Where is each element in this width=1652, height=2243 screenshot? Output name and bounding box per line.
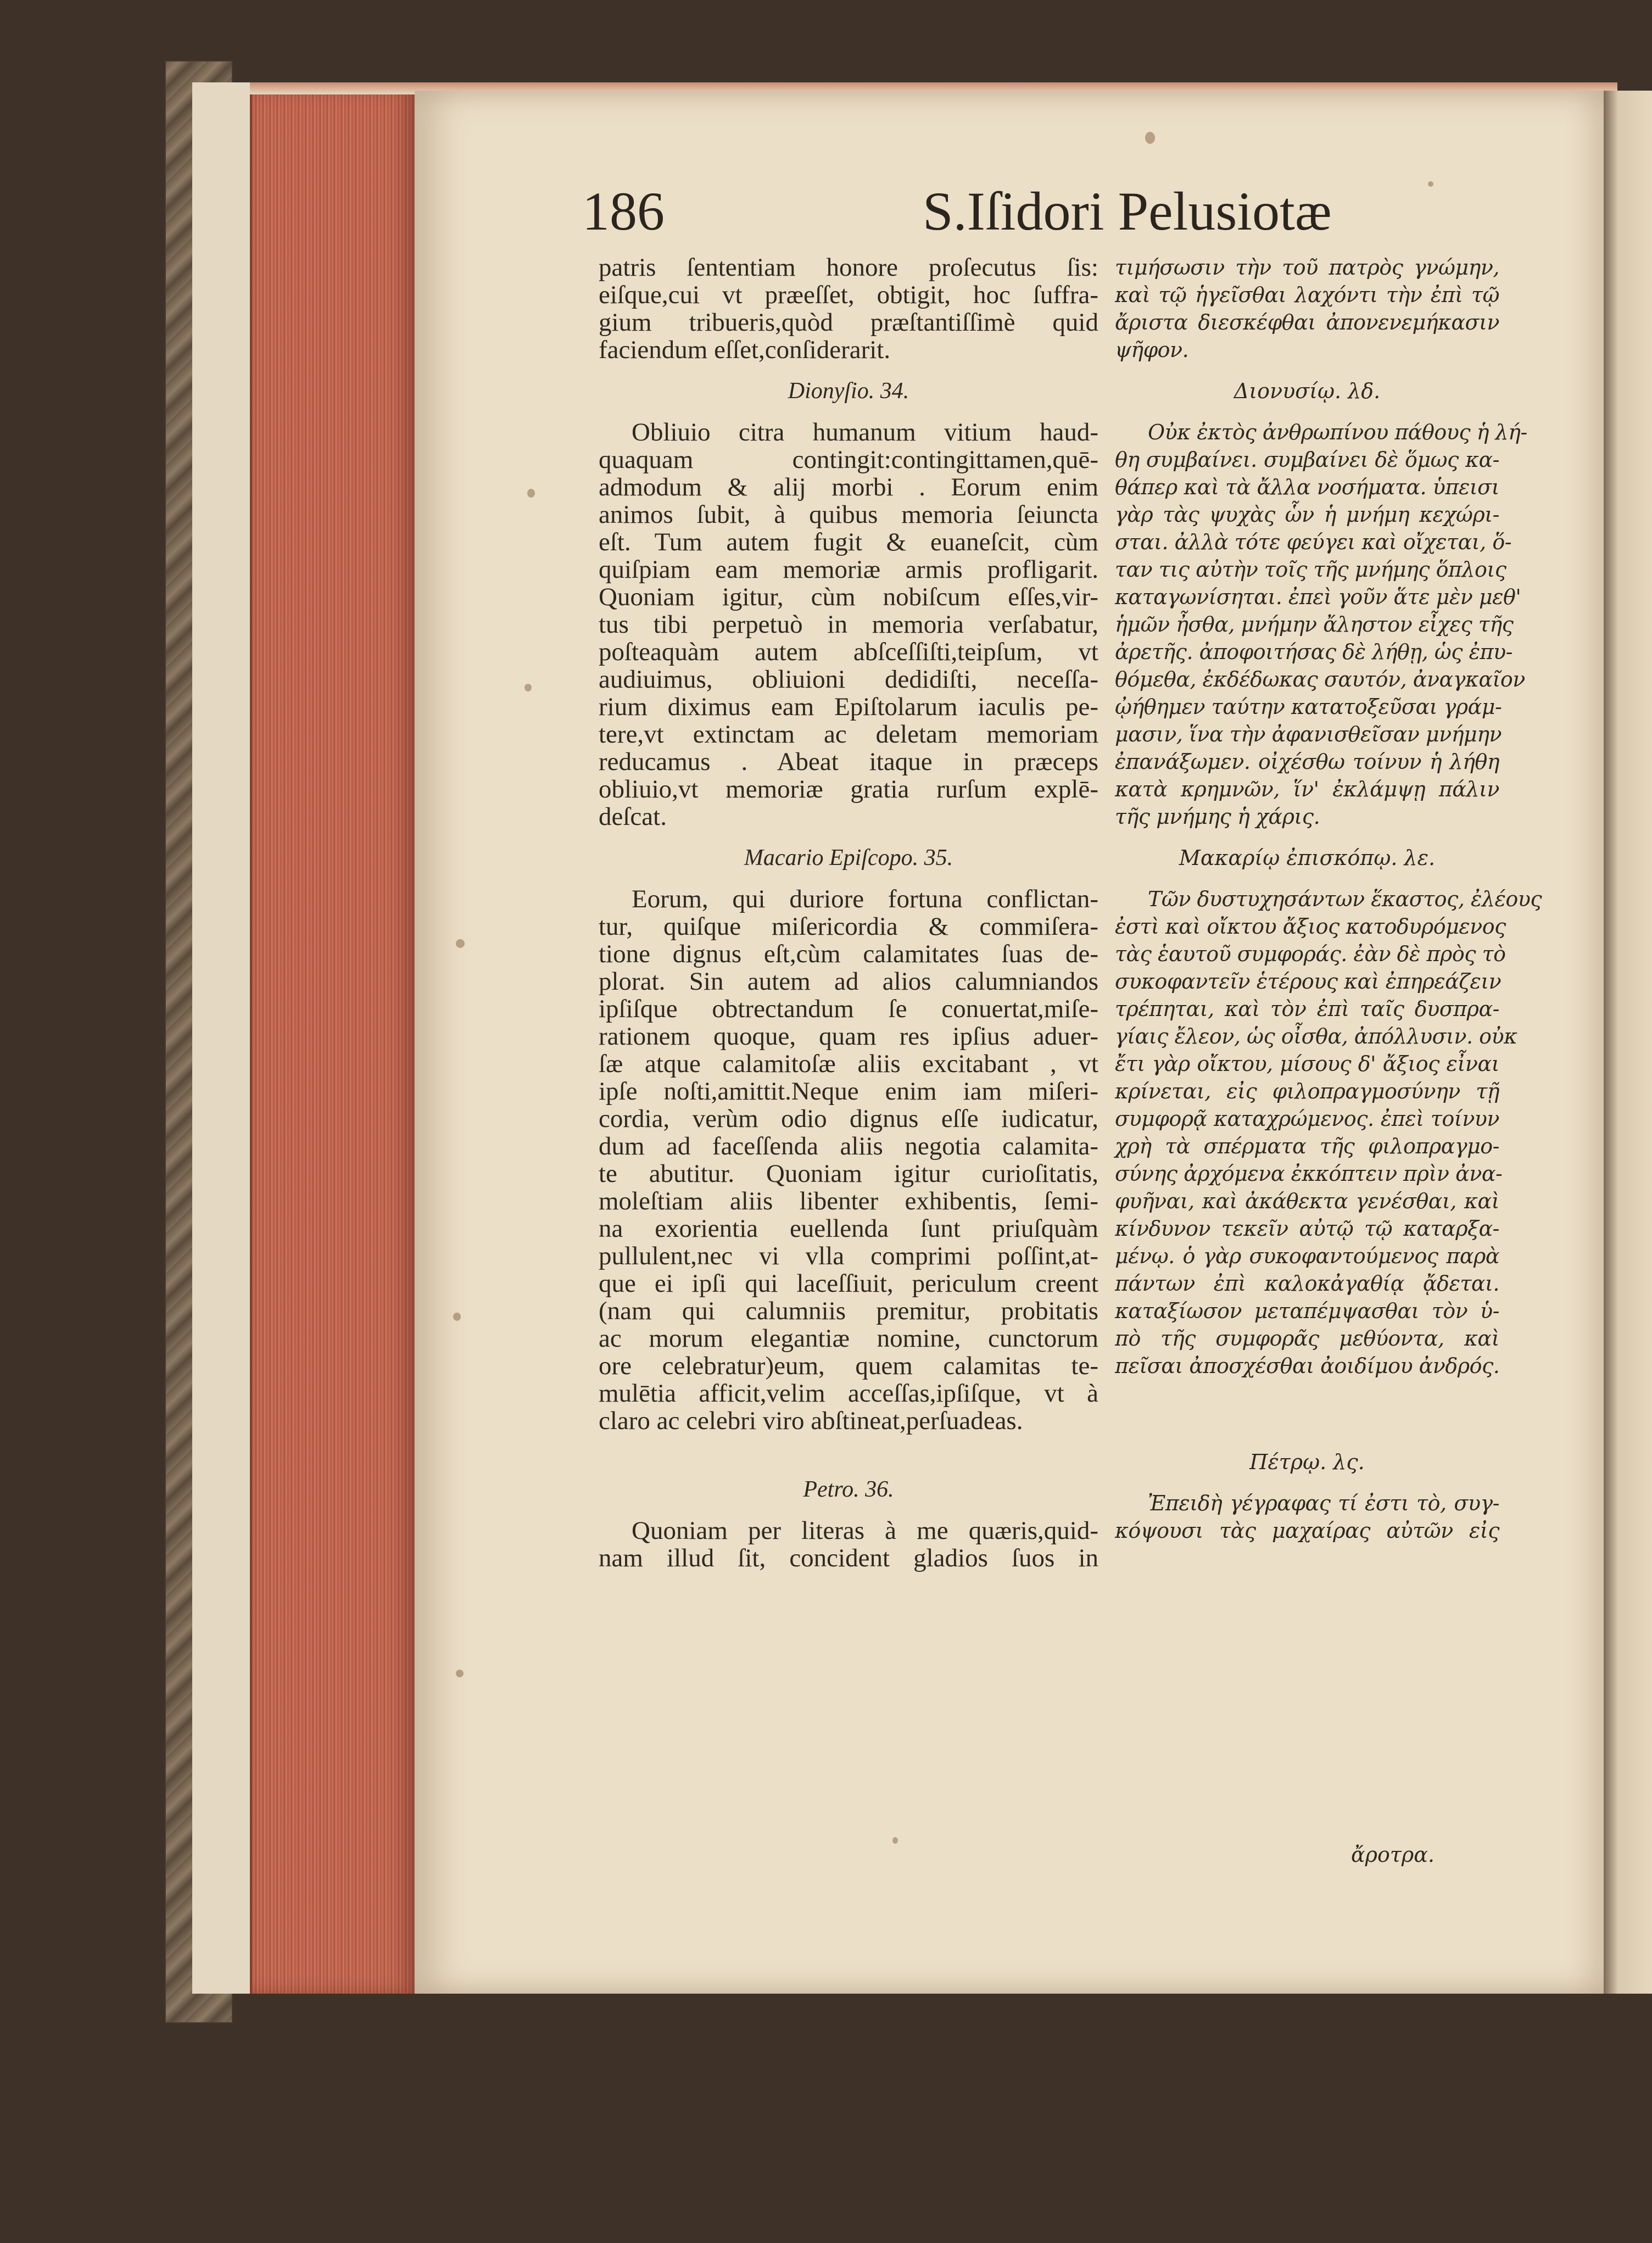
latin-text-line: poſteaquàm autem abſceſſiſti,teipſum, vt	[599, 638, 1098, 666]
latin-text-line: tione dignus eſt,cùm calamitates ſuas de-	[599, 940, 1098, 968]
greek-text-line: χρὴ τὰ σπέρματα τῆς φιλοπραγμο-	[1115, 1134, 1499, 1158]
greek-text-line: ἡμῶν ἦσθα, μνήμην ἄληστον εἶχες τῆς	[1115, 612, 1514, 637]
greek-text-line: ψῆφον.	[1115, 338, 1189, 362]
latin-text-line: gium tribueris,quòd præſtantiſſimè quid	[599, 308, 1098, 337]
latin-text-line: ipſe noſti,amittit.Neque enim iam miſeri-	[599, 1077, 1098, 1106]
foxing-spot	[892, 1837, 898, 1844]
latin-text-line: tur, quiſque miſericordia & commiſera-	[599, 912, 1098, 941]
latin-text-line: rationem quoque, quam res ipſius aduer-	[599, 1022, 1098, 1051]
latin-letter-heading: Macario Epiſcopo. 35.	[744, 845, 953, 871]
greek-text-line: σται. ἀλλὰ τότε φεύγει καὶ οἴχεται, ὅ-	[1115, 530, 1512, 554]
latin-text-line: ac morum elegantiæ nomine, cunctorum	[599, 1324, 1098, 1353]
greek-text-line: καταξίωσον μεταπέμψασθαι τὸν ὑ-	[1115, 1299, 1499, 1323]
greek-text-line: τῆς μνήμης ἡ χάρις.	[1115, 805, 1320, 829]
greek-text-line: ἐπανάξωμεν. οἰχέσθω τοίνυν ἡ λήθη	[1115, 750, 1499, 774]
greek-column	[1115, 254, 1542, 1544]
latin-text-line: quiſpiam eam memoriæ armis profligarit.	[599, 555, 1098, 584]
latin-letter-heading: Dionyſio. 34.	[788, 378, 909, 404]
greek-text-line: ᾠήθημεν ταύτην κατατοξεῦσαι γράμ-	[1115, 695, 1502, 719]
greek-spacer	[1115, 1407, 1499, 1435]
greek-text-line: θάπερ καὶ τὰ ἄλλα νοσήματα. ὑπεισι	[1115, 475, 1499, 499]
latin-text-line: ſæ atque calamitoſæ aliis excitabant , vt	[599, 1050, 1098, 1078]
latin-letter-heading: Petro. 36.	[803, 1477, 894, 1502]
latin-text-line: obliuio,vt memoriæ gratia rurſum explē-	[599, 775, 1098, 804]
latin-text-line: (nam qui calumniis premitur, probitatis	[599, 1297, 1098, 1325]
latin-text-line: tere,vt extinctam ac deletam memoriam	[599, 720, 1098, 749]
latin-text-line: na exorientia euellenda ſunt priuſquàm	[599, 1214, 1098, 1243]
greek-text-line: κίνδυνον τεκεῖν αὐτῷ τῷ καταρξα-	[1115, 1217, 1499, 1241]
foxing-spot	[456, 939, 465, 948]
greek-text-line: ἔτι γὰρ οἴκτου, μίσους δ' ἄξιος εἶναι	[1115, 1052, 1499, 1076]
greek-letter-heading: Διονυσίῳ. λδ.	[1234, 379, 1381, 403]
running-head	[582, 181, 1461, 255]
latin-text-line: te abutitur. Quoniam igitur curioſitatis,	[599, 1159, 1098, 1188]
greek-letter-heading: Πέτρῳ. λς.	[1249, 1450, 1365, 1474]
greek-text-line: συκοφαντεῖν ἑτέρους καὶ ἐπηρεάζειν	[1115, 969, 1502, 994]
greek-text-line: Ἐπειδὴ γέγραφας τί ἐστι τὸ, συγ-	[1148, 1491, 1499, 1515]
latin-text-line: plorat. Sin autem ad alios calumniandos	[599, 967, 1098, 996]
latin-text-line: ipſiſque obtrectandum ſe conuertat,miſe-	[599, 995, 1098, 1023]
latin-text-line: nam illud ſit, concident gladios ſuos in	[599, 1544, 1098, 1572]
latin-text-line: Eorum, qui duriore fortuna conflictan-	[632, 885, 1098, 913]
latin-text-line: mulētia afficit,velim acceſſas,ipſiſque, vt à	[599, 1379, 1098, 1408]
running-title: S.Iſidori Pelusiotæ	[923, 181, 1332, 242]
latin-column	[599, 254, 1098, 1572]
latin-spacer	[599, 1435, 1098, 1462]
greek-text-line: καὶ τῷ ἡγεῖσθαι λαχόντι τὴν ἐπὶ τῷ	[1115, 283, 1499, 307]
latin-text-line: patris ſententiam honore proſecutus ſis:	[599, 253, 1098, 282]
foxing-spot	[1145, 132, 1155, 144]
latin-text-line: audiuimus, obliuioni dedidiſti, neceſſa-	[599, 665, 1098, 694]
latin-text-line: animos ſubit, à quibus memoria ſeiuncta	[599, 500, 1098, 529]
latin-text-line: dum ad faceſſenda aliis negotia calamita-	[599, 1132, 1098, 1160]
foxing-spot	[524, 684, 532, 691]
red-page-edges	[250, 88, 417, 1994]
greek-text-line: πὸ τῆς συμφορᾶς μεθύοντα, καὶ	[1115, 1326, 1499, 1351]
greek-text-line: σύνης ἀρχόμενα ἐκκόπτειν πρὶν ἀνα-	[1115, 1162, 1503, 1186]
greek-letter-heading: Μακαρίῳ ἐπισκόπῳ. λε.	[1179, 846, 1436, 870]
latin-text-line: Quoniam per literas à me quæris,quid-	[632, 1516, 1098, 1545]
greek-text-line: συμφορᾷ καταχρώμενος. ἐπεὶ τοίνυν	[1115, 1107, 1499, 1131]
greek-text-line: θόμεθα, ἐκδέδωκας σαυτόν, ἀναγκαῖον	[1115, 667, 1525, 691]
latin-text-line: ore celebratur)eum, quem calamitas te-	[599, 1352, 1098, 1380]
greek-text-line: γίαις ἔλεον, ὡς οἶσθα, ἀπόλλυσιν. οὐκ	[1115, 1024, 1517, 1048]
latin-text-line: rium diximus eam Epiſtolarum iaculis pe-	[599, 693, 1098, 721]
foxing-spot	[453, 1313, 461, 1321]
foxing-spot	[527, 489, 535, 498]
greek-text-line: πεῖσαι ἀποσχέσθαι ἀοιδίμου ἀνδρός.	[1115, 1354, 1500, 1378]
latin-text-line: eiſque,cui vt præeſſet, obtigit, hoc ſuffra-	[599, 281, 1098, 309]
greek-text-line: τιμήσωσιν τὴν τοῦ πατρὸς γνώμην,	[1115, 255, 1499, 280]
latin-text-line: tus tibi perpetuò in memoria verſabatur,	[599, 610, 1098, 639]
latin-text-line: reducamus . Abeat itaque in præceps	[599, 747, 1098, 776]
latin-text-line: moleſtiam aliis libenter exhibentis, ſemi-	[599, 1187, 1098, 1215]
greek-text-line: καταγωνίσηται. ἐπεὶ γοῦν ἅτε μὲν μεθ'	[1115, 585, 1521, 609]
greek-text-line: μένῳ. ὁ γὰρ συκοφαντούμενος παρὰ	[1115, 1244, 1499, 1268]
greek-text-line: τὰς ἑαυτοῦ συμφοράς. ἐὰν δὲ πρὸς τὸ	[1115, 942, 1506, 966]
latin-text-line: Quoniam igitur, cùm nobiſcum eſſes,vir-	[599, 583, 1098, 611]
latin-text-line: Obliuio citra humanum vitium haud-	[632, 418, 1098, 447]
page-number: 186	[582, 181, 665, 242]
latin-text-line: admodum & alij morbi . Eorum enim	[599, 473, 1098, 501]
latin-text-line: eſt. Tum autem fugit & euaneſcit, cùm	[599, 528, 1098, 556]
latin-text-line: cordia, verùm odio dignus eſſe iudicatur,	[599, 1104, 1098, 1133]
greek-text-line: φυῆναι, καὶ ἀκάθεκτα γενέσθαι, καὶ	[1115, 1189, 1499, 1213]
catchword: ἄροτρα.	[1351, 1843, 1435, 1867]
greek-spacer	[1115, 1380, 1499, 1407]
greek-text-line: θη συμβαίνει. συμβαίνει δὲ ὅμως κα-	[1115, 448, 1499, 472]
greek-text-line: ταν τις αὐτὴν τοῖς τῆς μνήμης ὅπλοις	[1115, 557, 1506, 582]
latin-text-line: quaquam contingit:contingittamen,quē-	[599, 445, 1098, 474]
greek-text-line: Τῶν δυστυχησάντων ἕκαστος, ἐλέους	[1148, 887, 1542, 911]
greek-text-line: ἀρετῆς. ἀποφοιτήσας δὲ λήθῃ, ὡς ἐπυ-	[1115, 640, 1513, 664]
flyleaf	[192, 82, 254, 1994]
greek-text-line: ἄριστα διεσκέφθαι ἀπονενεμήκασιν	[1115, 310, 1499, 334]
latin-text-line: que ei ipſi qui laceſſiuit, periculum creent	[599, 1269, 1098, 1298]
greek-text-line: κόψουσι τὰς μαχαίρας αὐτῶν εἰς	[1115, 1519, 1499, 1543]
facing-leaf-edge	[1604, 91, 1652, 1994]
greek-text-line: κατὰ κρημνῶν, ἵν' ἐκλάμψῃ πάλιν	[1115, 777, 1499, 801]
latin-text-line: faciendum eſſet,conſiderarit.	[599, 336, 891, 364]
greek-text-line: τρέπηται, καὶ τὸν ἐπὶ ταῖς δυσπρα-	[1115, 997, 1499, 1021]
greek-text-line: πάντων ἐπὶ καλοκἀγαθίᾳ ᾄδεται.	[1115, 1271, 1499, 1296]
latin-text-line: pullulent,nec vi vlla comprimi poſſint,at-	[599, 1242, 1098, 1270]
latin-text-line: claro ac celebri viro abſtineat,perſuadeas.	[599, 1407, 1023, 1435]
greek-text-line: Οὐκ ἐκτὸς ἀνθρωπίνου πάθους ἡ λή-	[1148, 420, 1527, 444]
greek-text-line: κρίνεται, εἰς φιλοπραγμοσύνην τῇ	[1115, 1079, 1499, 1103]
foxing-spot	[456, 1670, 464, 1677]
greek-text-line: μασιν, ἵνα τὴν ἀφανισθεῖσαν μνήμην	[1115, 722, 1502, 746]
greek-text-line: ἐστὶ καὶ οἴκτου ἄξιος κατοδυρόμενος	[1115, 914, 1506, 939]
latin-text-line: deſcat.	[599, 802, 667, 831]
greek-text-line: γὰρ τὰς ψυχὰς ὧν ἡ μνήμη κεχώρι-	[1115, 503, 1499, 527]
